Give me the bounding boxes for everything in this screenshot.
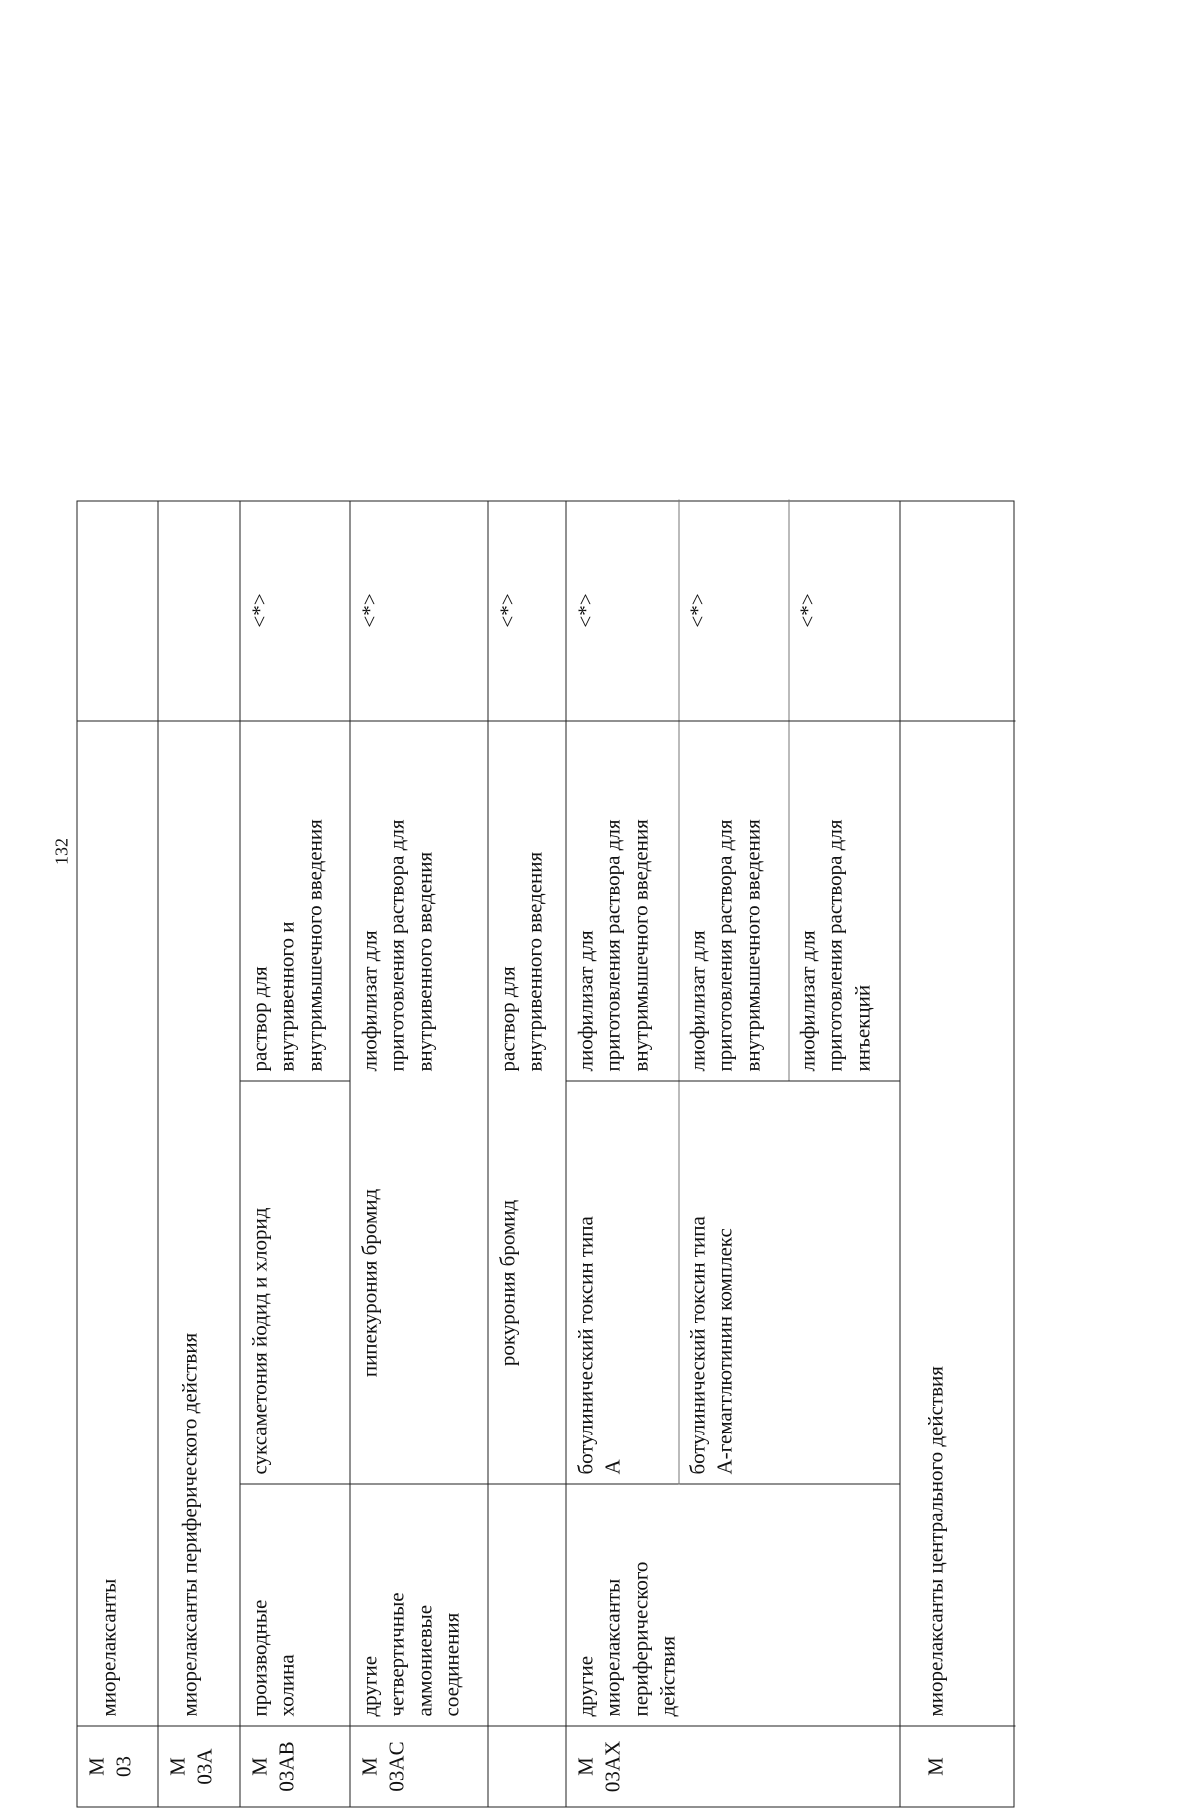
atc-code: M 03 — [84, 1756, 136, 1777]
drug-table — [77, 501, 1015, 1808]
atc-code: M 03AB — [247, 1741, 299, 1792]
table-row — [901, 502, 1016, 1807]
note-mark: <*> — [795, 593, 820, 628]
group-name: другие миорелаксанты периферического действия — [573, 1561, 680, 1717]
dosage-form: раствор для внутривенного и внутримышечного введения — [247, 819, 327, 1072]
drug-name: ботулинический токсин типа A-гемагглютинин комплекс — [685, 1216, 737, 1475]
drug-name: суксаметония йодид и хлорид — [247, 1207, 272, 1475]
table-row — [159, 502, 241, 1807]
note-mark: <*> — [247, 593, 272, 628]
group-name: производные холина — [247, 1599, 299, 1717]
group-name: миорелаксанты периферического действия — [177, 1332, 202, 1717]
table-row — [78, 502, 159, 1807]
table-row — [567, 502, 901, 1807]
atc-code: M 03AC — [357, 1741, 409, 1792]
table-row — [351, 502, 489, 1807]
atc-code: M 03A — [165, 1748, 217, 1785]
dosage-form: лиофилизат для приготовления раствора для внутривенного введения — [357, 819, 437, 1072]
dosage-form: лиофилизат для приготовления раствора для внутримышечного введения — [685, 819, 765, 1072]
dosage-form: лиофилизат для приготовления раствора для внутримышечного введения — [573, 819, 653, 1072]
group-name: миорелаксанты центрального действия — [923, 1366, 948, 1717]
dosage-form: раствор для внутривенного введения — [495, 851, 547, 1072]
drug-name: ботулинический токсин типа A — [573, 1216, 625, 1475]
note-mark: <*> — [685, 593, 710, 628]
group-name: миорелаксанты — [96, 1578, 121, 1717]
table-row — [489, 502, 567, 1807]
drug-name: рокурония бромид — [495, 1199, 520, 1367]
note-mark: <*> — [357, 593, 382, 628]
group-name: другие четвертичные аммониевые соединения — [357, 1592, 464, 1717]
note-mark: <*> — [573, 593, 598, 628]
page-number: 132 — [51, 838, 72, 866]
atc-code: M 03AX — [573, 1740, 625, 1793]
table-row — [241, 502, 351, 1807]
dosage-form: лиофилизат для приготовления раствора для инъекций — [795, 819, 875, 1072]
atc-code: M — [923, 1757, 948, 1776]
drug-name: пипекурония бромид — [357, 1188, 382, 1378]
note-mark: <*> — [495, 593, 520, 628]
